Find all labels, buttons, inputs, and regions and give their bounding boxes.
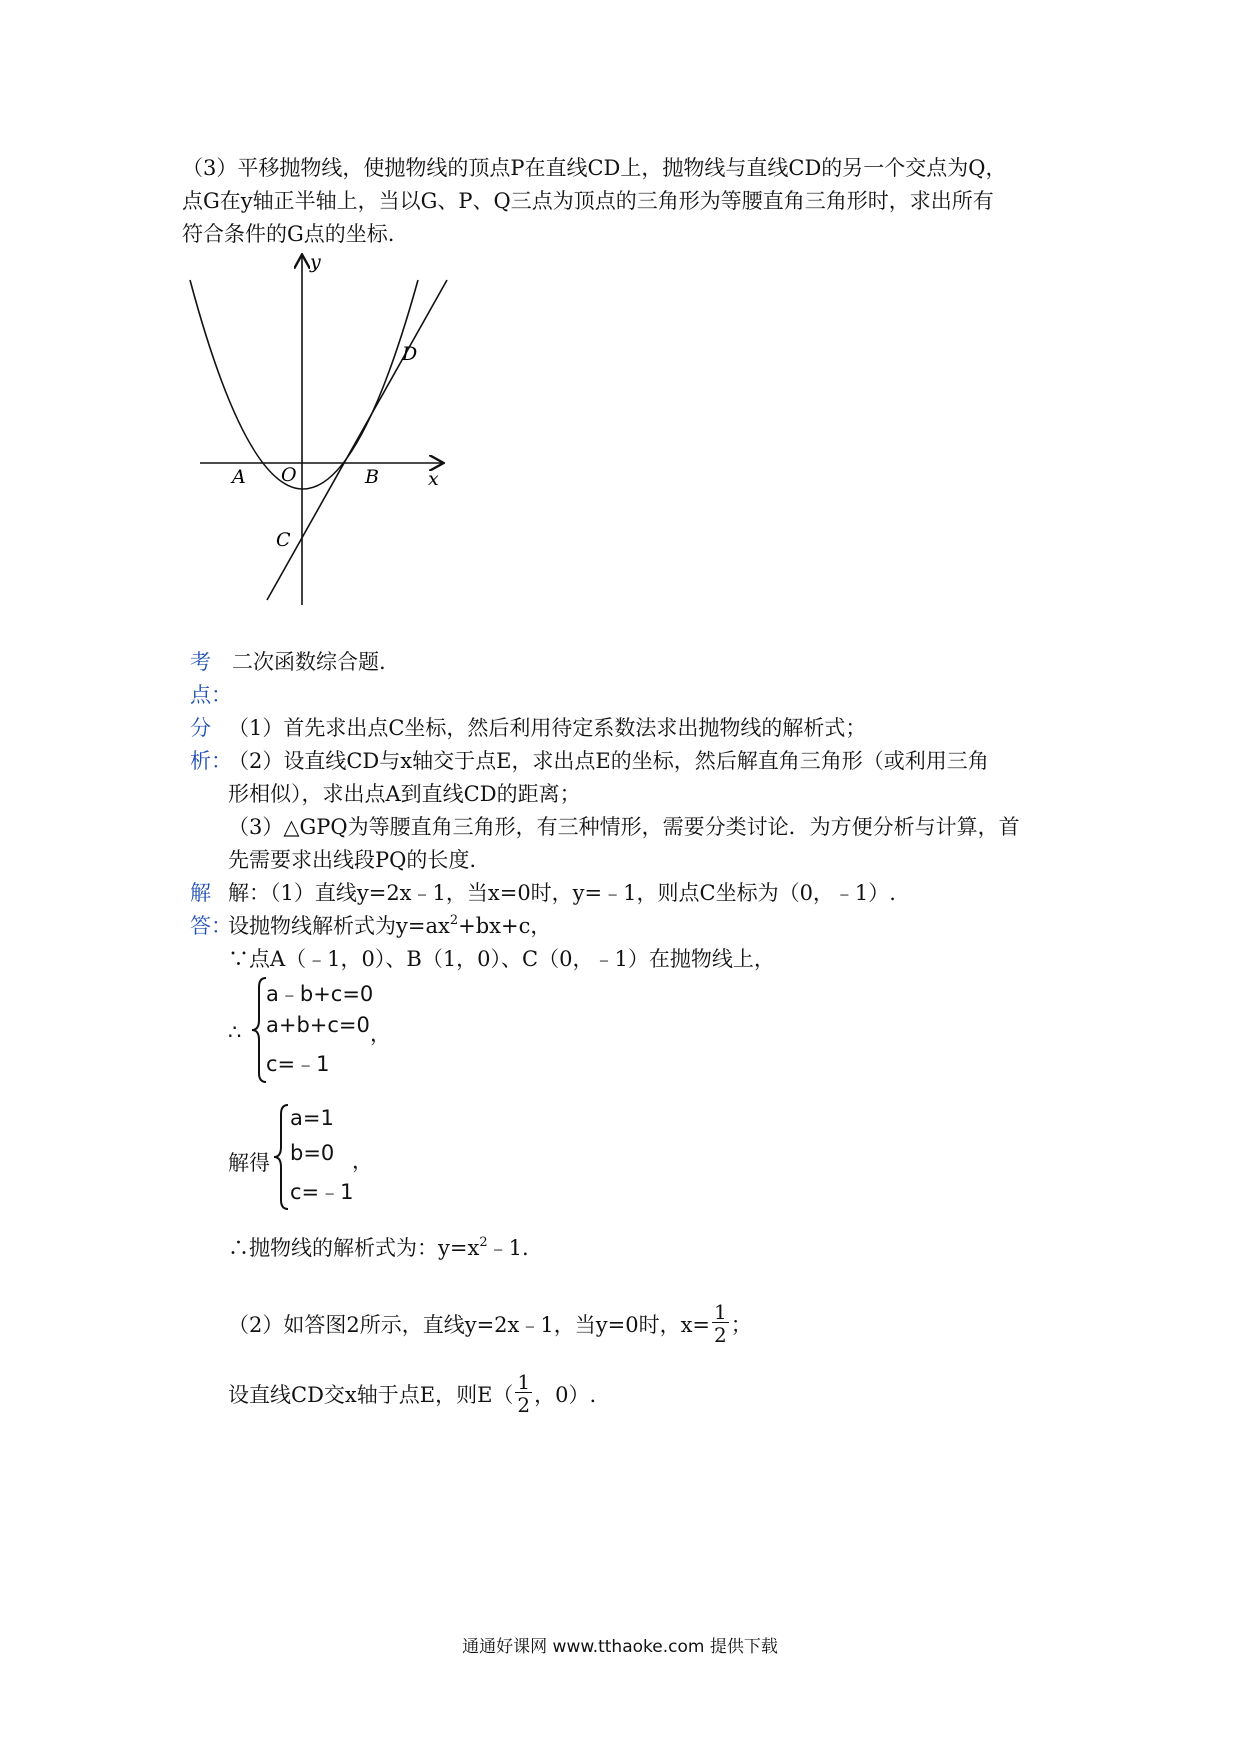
jieda-line-4-exponent: 2 [479, 1235, 488, 1250]
fraction-numerator: 1 [517, 1370, 531, 1394]
jieda-label-bottom: 答： [190, 914, 232, 938]
label-d: D [402, 343, 418, 365]
jieda-line-2-exponent: 2 [449, 913, 459, 928]
jieda-line-2-tail: +bx+c， [458, 914, 552, 938]
system-2-row-1: a=1 [290, 1106, 334, 1130]
system-2-row-2: b=0 [290, 1141, 335, 1165]
label-y: y [310, 251, 321, 273]
parabola-curve [190, 280, 418, 489]
fraction-numerator: 1 [714, 1300, 727, 1324]
label-a: A [232, 466, 246, 488]
system-1-row-1: a﹣b+c=0 [266, 982, 374, 1006]
system-2-row-3: c=﹣1 [290, 1180, 354, 1204]
jieda-line-2-text: 设抛物线解析式为y=ax [228, 914, 450, 938]
fraction-denominator: 2 [517, 1393, 531, 1417]
jieda-line-1: 解：（1）直线y=2x﹣1，当x=0时，y=﹣1，则点C坐标为（0，﹣1）. [228, 881, 896, 905]
jieda-line-4-tail: ﹣1. [487, 1236, 529, 1260]
system-1-row-2: a+b+c=0 [266, 1013, 370, 1037]
line-cd [267, 280, 447, 600]
fenxi-label-bottom: 析： [190, 749, 232, 773]
kaodian-label-top: 考 [190, 650, 211, 674]
fenxi-label-top: 分 [190, 716, 211, 740]
problem-line-3: 符合条件的G点的坐标. [182, 222, 395, 246]
fenxi-line-5: 先需要求出线段PQ的长度. [228, 848, 477, 872]
problem-line-1: （3）平移抛物线，使抛物线的顶点P在直线CD上，抛物线与直线CD的另一个交点为Q， [182, 156, 1007, 180]
fenxi-line-1: （1）首先求出点C坐标，然后利用待定系数法求出抛物线的解析式； [228, 716, 867, 740]
fraction-denominator: 2 [714, 1323, 727, 1347]
jieda-line-6-text: 设直线CD交x轴于点E，则E（ [228, 1383, 514, 1407]
fenxi-line-2: （2）设直线CD与x轴交于点E，求出点E的坐标，然后解直角三角形（或利用三角 [228, 749, 989, 773]
label-b: B [365, 466, 379, 488]
system-2-prefix: 解得 [228, 1151, 270, 1175]
jieda-line-5-tail: ； [730, 1313, 752, 1337]
jieda-label-top: 解 [190, 881, 211, 905]
footer-credit: 通通好课网 www.tthaoke.com 提供下载 [462, 1637, 778, 1657]
jieda-line-3: ∵点A（﹣1，0）、B（1，0）、C（0，﹣1）在抛物线上， [228, 947, 775, 971]
system-1-suffix: ， [370, 1022, 391, 1046]
jieda-line-2 [228, 910, 551, 940]
label-x: x [428, 468, 439, 490]
system-2-brace [272, 1102, 292, 1212]
jieda-line-6-tail: ，0）. [534, 1383, 597, 1407]
jieda-line-6 [228, 1370, 597, 1418]
kaodian-label-bottom: 点： [190, 683, 232, 707]
kaodian-text: 二次函数综合题. [232, 650, 386, 674]
problem-line-2: 点G在y轴正半轴上，当以G、P、Q三点为顶点的三角形为等腰直角三角形时，求出所有 [182, 189, 994, 213]
label-c: C [276, 529, 291, 551]
fraction-one-half [515, 1372, 532, 1415]
label-o: O [281, 464, 297, 486]
system-2-suffix: ， [352, 1149, 373, 1173]
jieda-line-4 [228, 1232, 529, 1262]
parabola-figure [180, 250, 460, 610]
jieda-line-4-text: ∴抛物线的解析式为：y=x [228, 1236, 480, 1260]
jieda-line-5-text: （2）如答图2所示，直线y=2x﹣1，当y=0时，x= [228, 1313, 711, 1337]
jieda-line-5 [228, 1300, 752, 1348]
fenxi-line-3: 形相似），求出点A到直线CD的距离； [228, 782, 581, 806]
fraction-one-half [712, 1302, 729, 1345]
system-1-row-3: c=﹣1 [266, 1052, 330, 1076]
fenxi-line-4: （3）△GPQ为等腰直角三角形，有三种情形，需要分类讨论．为方便分析与计算，首 [228, 815, 1020, 839]
system-1-prefix: ∴ [228, 1020, 242, 1044]
